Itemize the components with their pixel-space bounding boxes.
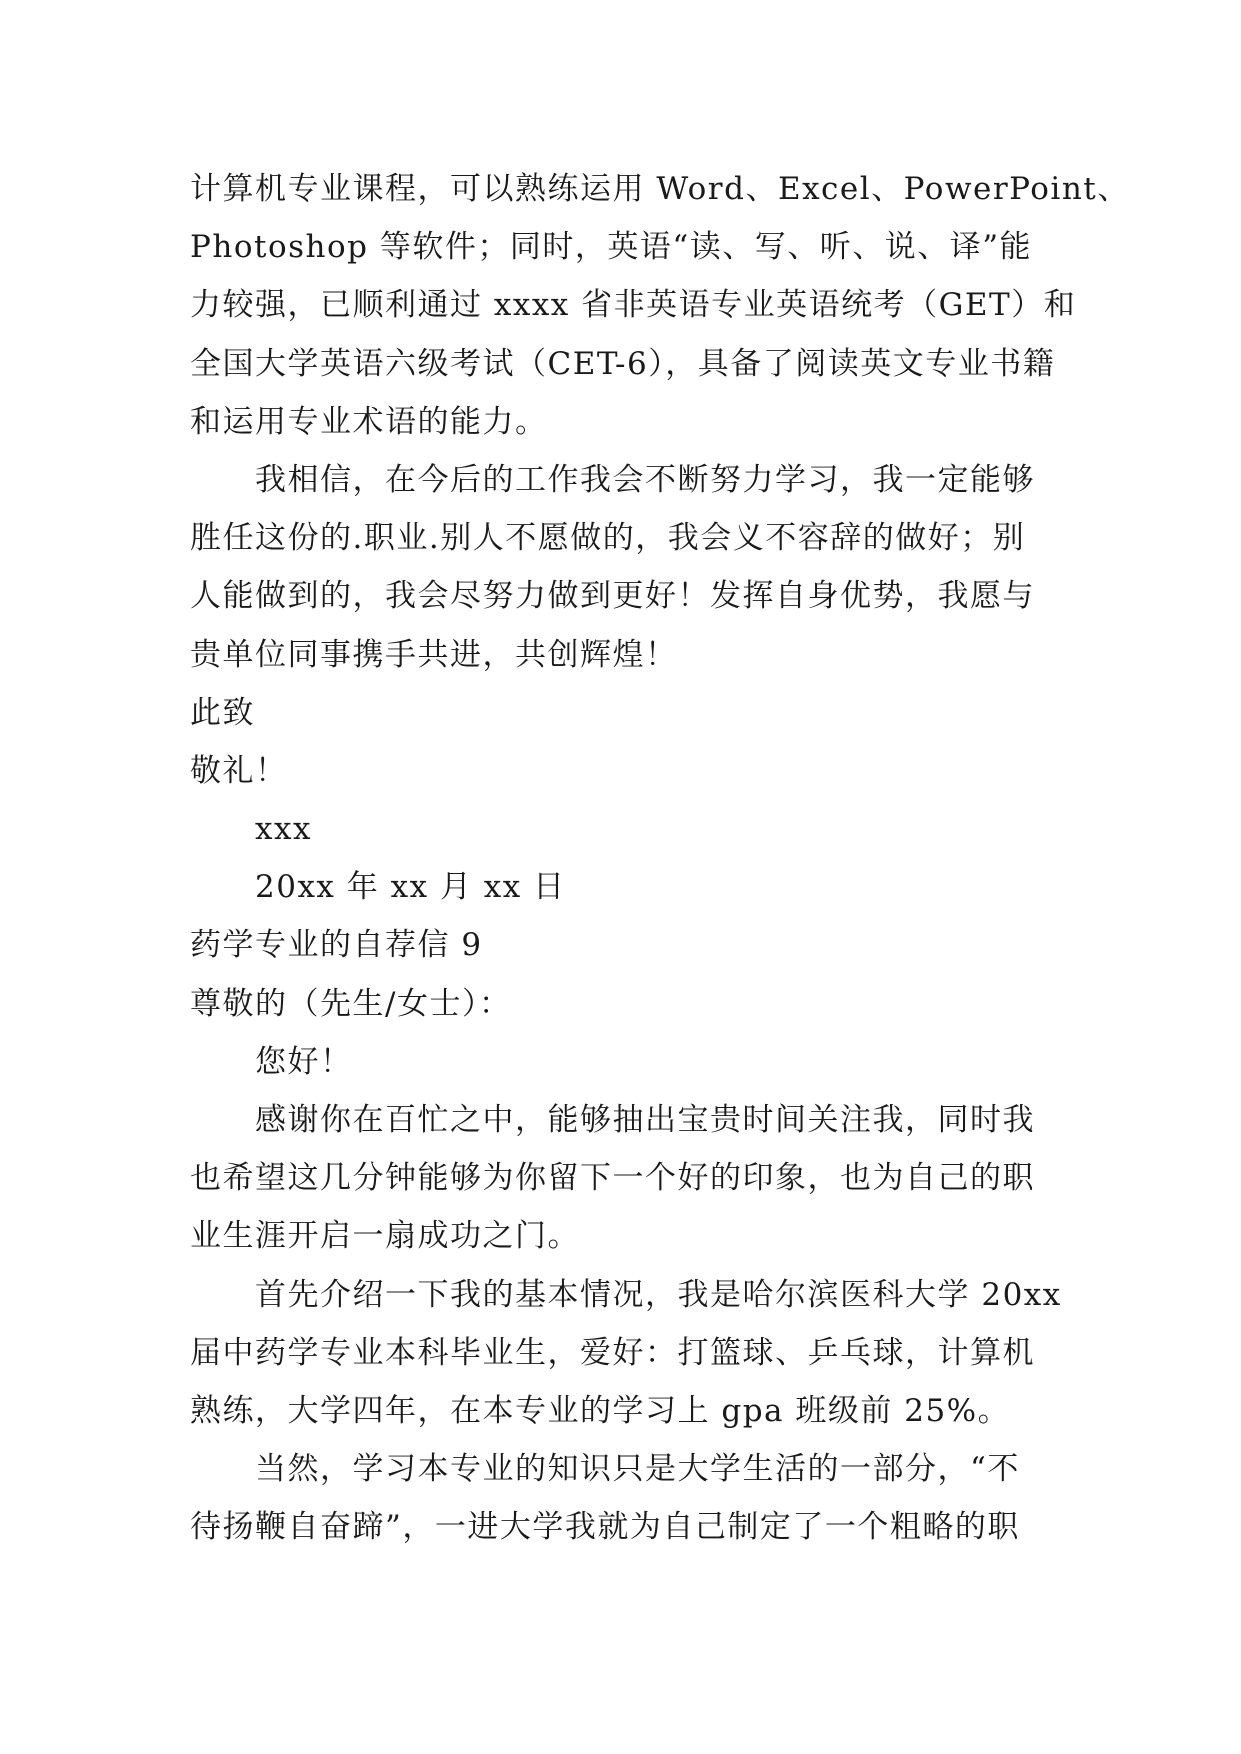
paragraph-first-line: 当然，学习本专业的知识只是大学生活的一部分，“不 [255, 1451, 1020, 1488]
paragraph-first-line: 首先介绍一下我的基本情况，我是哈尔滨医科大学 20xx [255, 1276, 1062, 1313]
text-line: 业生涯开启一扇成功之门。 [190, 1218, 580, 1255]
text-line: 和运用专业术语的能力。 [190, 403, 548, 440]
text-line: 力较强，已顺利通过 xxxx 省非英语专业英语统考（GET）和 [190, 287, 1077, 324]
text-line: 计算机专业课程，可以熟练运用 Word、Excel、PowerPoint、 [190, 171, 1130, 207]
paragraph-first-line: 感谢你在百忙之中，能够抽出宝贵时间关注我，同时我 [255, 1102, 1035, 1138]
text-line: 全国大学英语六级考试（CET-6），具备了阅读英文专业书籍 [190, 345, 1056, 382]
greeting-recipient: 尊敬的（先生/女士）： [190, 985, 512, 1022]
text-line: Photoshop 等软件；同时，英语“读、写、听、说、译”能 [190, 229, 1033, 266]
text-line: 届中药学专业本科毕业生，爱好：打篮球、乒乓球，计算机 [190, 1334, 1035, 1371]
greeting-hello: 您好！ [255, 1043, 353, 1080]
document-body [190, 160, 1130, 1557]
text-line: 也希望这几分钟能够为你留下一个好的印象，也为自己的职 [190, 1160, 1035, 1197]
text-line: 待扬鞭自奋蹄”，一进大学我就为自己制定了一个粗略的职 [190, 1509, 1020, 1546]
closing-salutation: 此致 [190, 694, 255, 731]
text-line: 熟练，大学四年，在本专业的学习上 gpa 班级前 25%。 [190, 1392, 1011, 1429]
section-title: 药学专业的自荐信 9 [190, 927, 483, 964]
signature-date: 20xx 年 xx 月 xx 日 [255, 869, 566, 906]
text-line: 贵单位同事携手共进，共创辉煌！ [190, 636, 678, 673]
signature-name: xxx [255, 811, 312, 848]
text-line: 人能做到的，我会尽努力做到更好！发挥自身优势，我愿与 [190, 578, 1035, 615]
text-line: 胜任这份的.职业.别人不愿做的，我会义不容辞的做好；别 [190, 520, 1026, 557]
paragraph-first-line: 我相信，在今后的工作我会不断努力学习，我一定能够 [255, 461, 1035, 498]
closing-regards: 敬礼！ [190, 752, 288, 789]
